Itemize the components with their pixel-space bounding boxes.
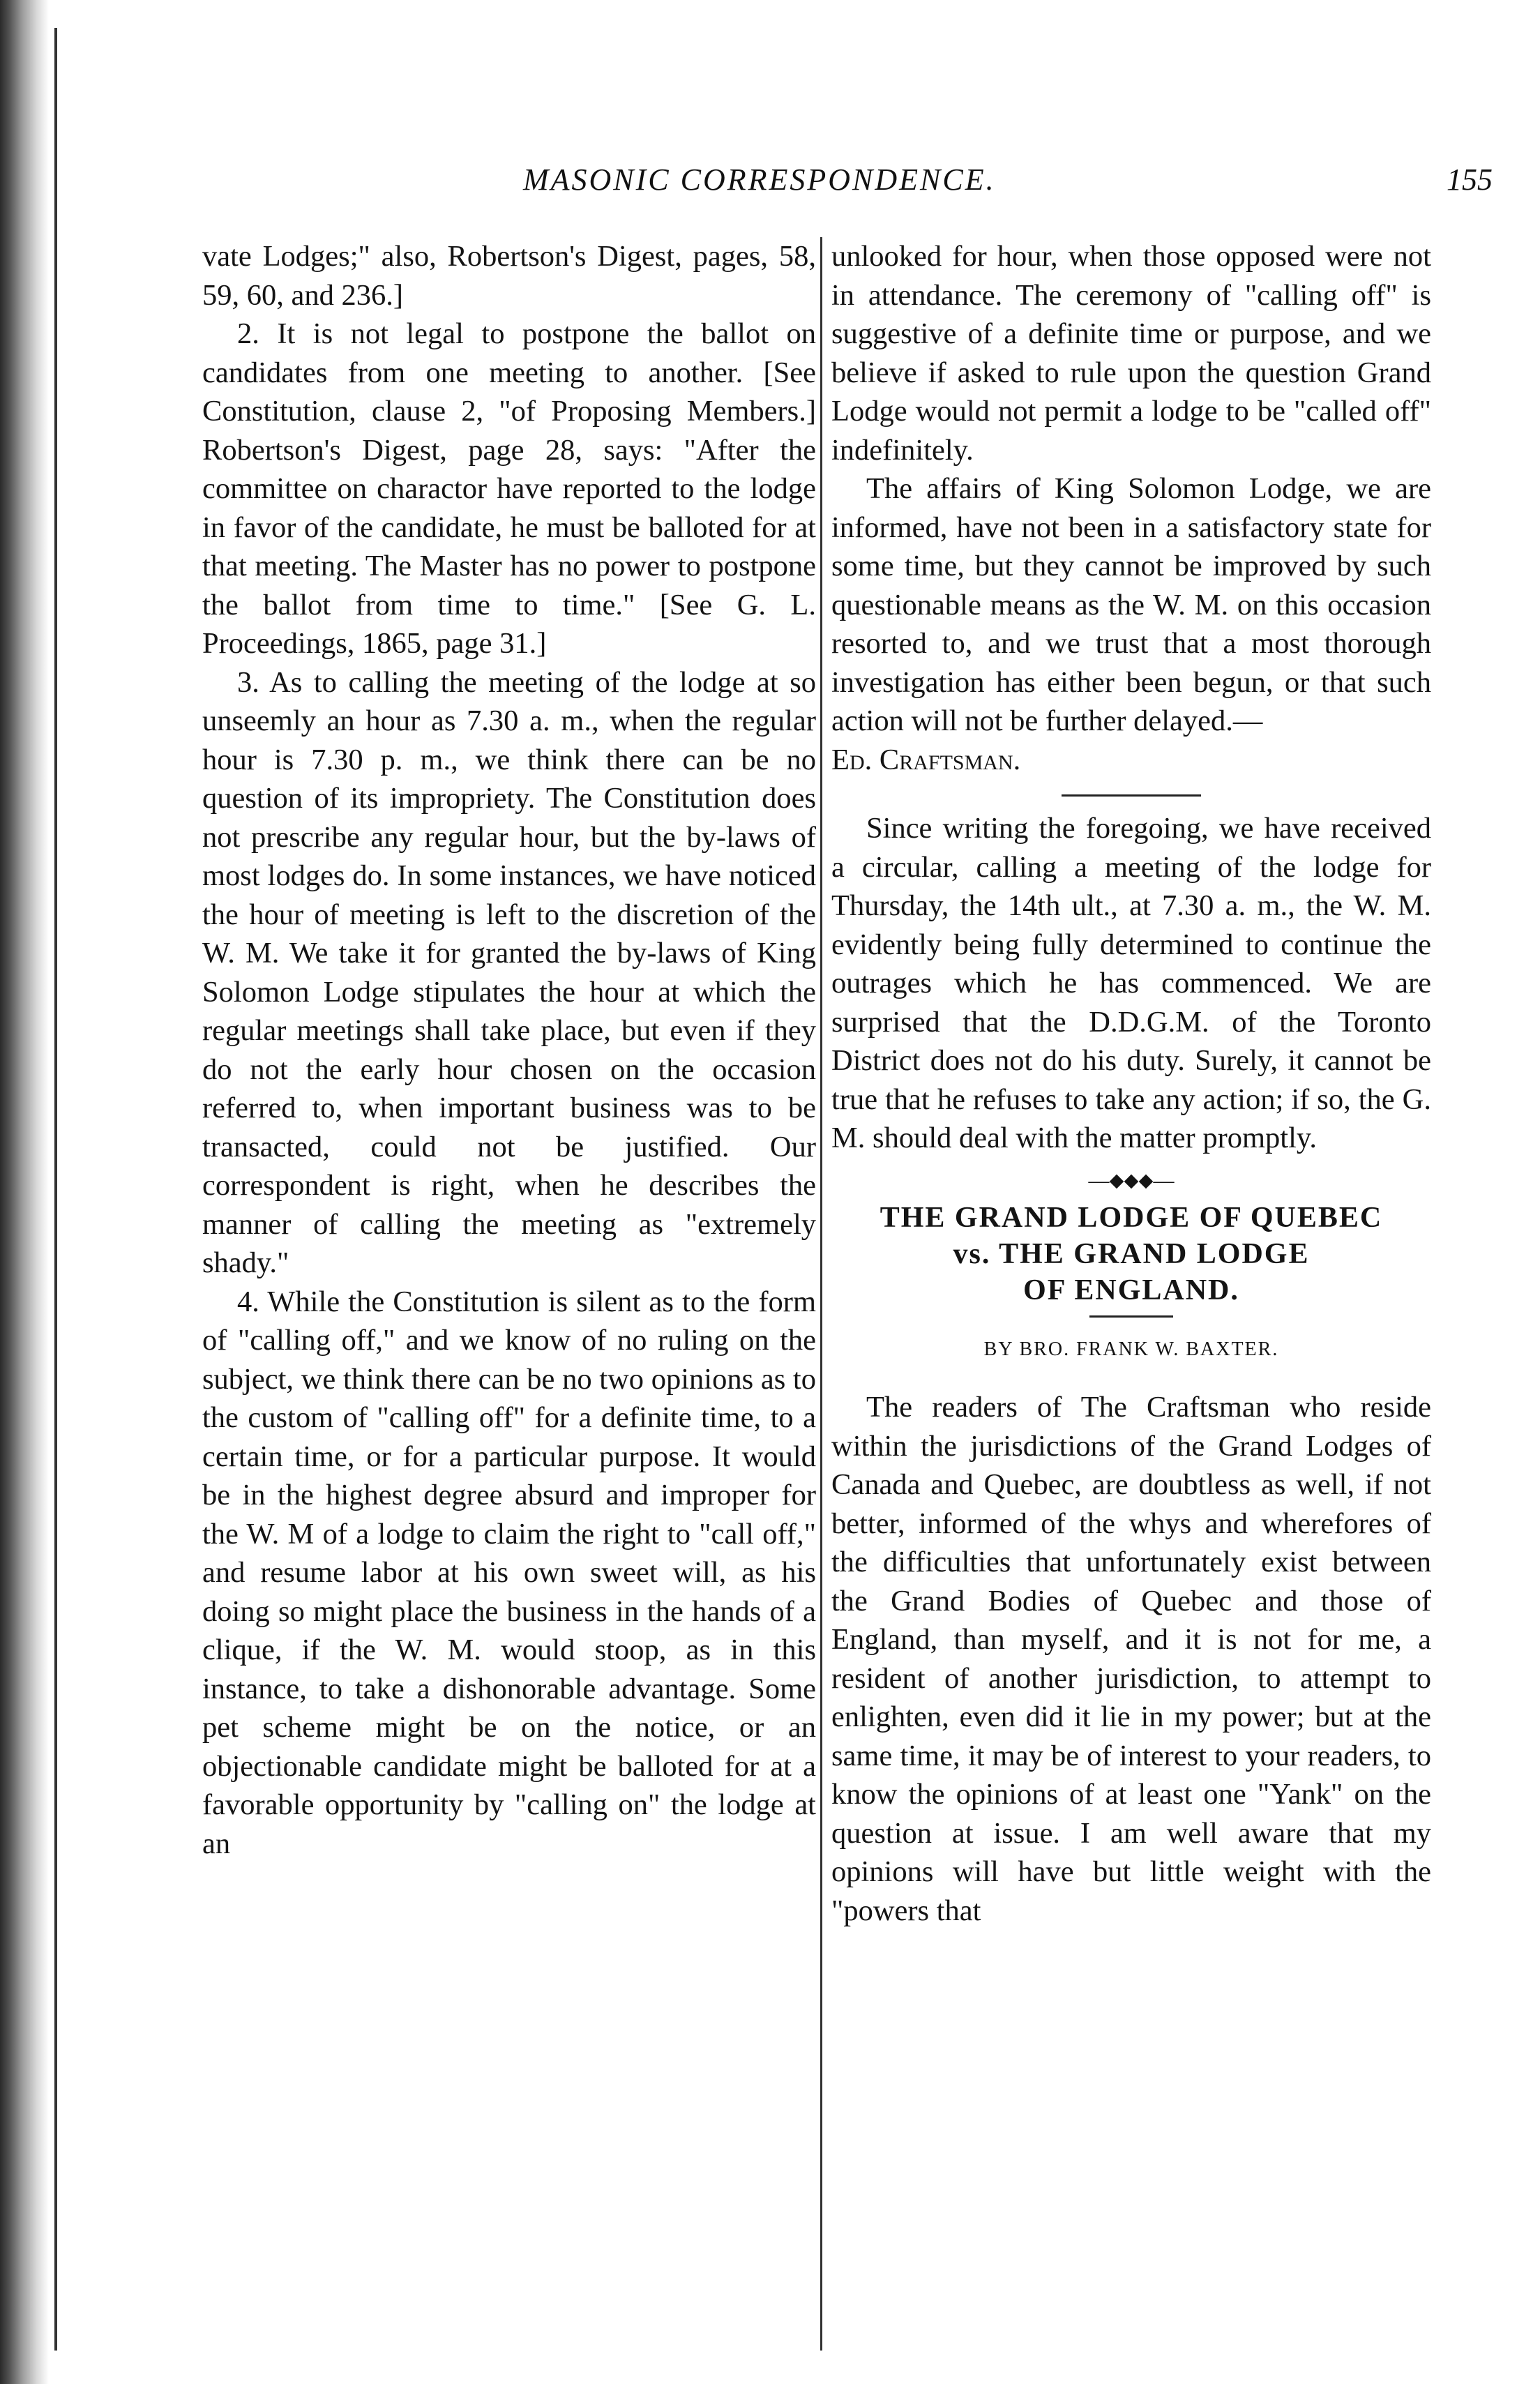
paragraph: 3. As to calling the meeting of the lodge at so unseemly an hour as 7.30 a. m., when the regular hour is 7.30 p. m., we think there can be no question of its impropriety. The Constitution does not prescribe any regular hour, but the by-laws of most lodges do. In some instances, we have noticed the hour of meeting is left to the discretion of the W. M. We take it for granted the by-laws of King Solomon Lodge stipulates the hour at which the regular meetings shall take place, but even if they do not the early hour chosen on the occasion referred to, when important business was to be transacted, could not be justified. Our correspondent is right, when he describes the manner of calling the meeting as "extremely shady.": [202, 665, 816, 1279]
editor-signature: Ed. Craftsman.: [831, 743, 1021, 776]
paragraph: 2. It is not legal to postpone the ballot on candidates from one meeting to another. [See Constitution, clause 2, "of Proposing Members.] Robertson's Digest, page 28, says: "After the committee on charactor have reported to the lodge in favor of the candidate, he must be balloted for at that meeting. The Master has no power to postpone the ballot from time to time." [See G. L. Proceedings, 1865, page 31.]: [202, 317, 816, 660]
paragraph: unlooked for hour, when those opposed were not in attendance. The ceremony of "calling off" is suggestive of a definite time or purpose, and we believe if asked to rule upon the question Grand Lodge would not permit a lodge to be "called off" indefinitely.: [831, 240, 1431, 467]
page-number: 155: [1447, 163, 1493, 197]
running-head: [167, 162, 1493, 218]
paragraph: vate Lodges;" also, Robertson's Digest, pages, 58, 59, 60, and 236.]: [202, 240, 816, 312]
right-column: [831, 237, 1431, 1930]
postscript-paragraph: Since writing the foregoing, we have received a circular, calling a meeting of the lodge for Thursday, the 14th ult., at 7.30 a. m., the W. M. evidently being fully determined to continue the outrages which he has commenced. We are surprised that the D.D.G.M. of the Toronto District does not do his duty. Surely, it cannot be true that he refuses to take any action; if so, the G. M. should deal with the matter promptly.: [831, 812, 1431, 1154]
section-rule: [1062, 794, 1201, 797]
title-underline: [1089, 1315, 1173, 1318]
ornament-divider: —⬥⬥⬥—: [1088, 1168, 1175, 1192]
article-title-line: vs. THE GRAND LODGE: [953, 1237, 1310, 1270]
column-divider: [820, 237, 822, 2351]
article-body-paragraph: The readers of The Craftsman who reside within the jurisdictions of the Grand Lodges of Canada and Quebec, are doubtless as well, if not better, informed of the whys and wherefores of the difficulties that unfortunately exist between the Grand Bodies of Quebec and those of England, than myself, and it is not for me, a resident of another jurisdiction, to attempt to enlighten, even did it lie in my power; but at the same time, it may be of interest to your readers, to know the opinions of at least one "Yank" on the question at issue. I am well aware that my opinions will have but little weight with the "powers that: [831, 1391, 1431, 1927]
article-byline: BY BRO. FRANK W. BAXTER.: [983, 1338, 1279, 1360]
left-column: [202, 237, 816, 1863]
article-title-line: THE GRAND LODGE OF QUEBEC: [880, 1201, 1383, 1234]
running-title: MASONIC CORRESPONDENCE.: [523, 163, 996, 197]
article-title-line: OF ENGLAND.: [1023, 1274, 1239, 1306]
binding-rule: [54, 28, 57, 2351]
paragraph: 4. While the Constitution is silent as to the form of "calling off," and we know of no ruling on the subject, we think there can be no two opinions as to the custom of "calling off" for a definite time, to a certain time, or for a particular purpose. It would be in the highest degree absurd and improper for the W. M of a lodge to claim the right to "call off," and resume labor at his own sweet will, as his doing so might place the business in the hands of a clique, if the W. M. would stoop, as in this instance, to take a dishonorable advantage. Some pet scheme might be on the notice, or an objectionable candidate might be balloted for at a favorable opportunity by "calling on" the lodge at an: [202, 1285, 816, 1860]
paragraph: The affairs of King Solomon Lodge, we are informed, have not been in a satisfactory state for some time, but they cannot be improved by such questionable means as the W. M. on this occasion resorted to, and we trust that a most thorough investigation has either been begun, or that such action will not be further delayed.—: [831, 472, 1431, 737]
page-binding-edge: [0, 0, 49, 2384]
